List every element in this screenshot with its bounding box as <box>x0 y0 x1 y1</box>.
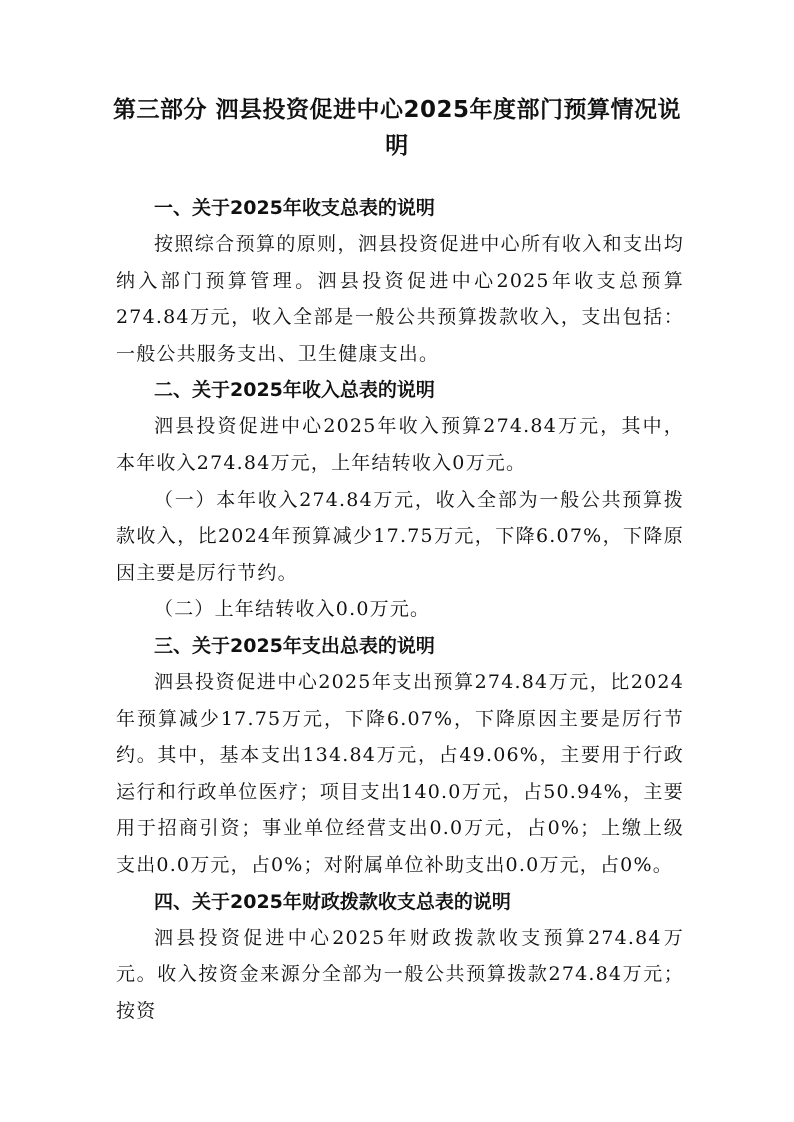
section-income-expenditure-summary <box>116 190 684 372</box>
section-income-summary <box>116 372 684 628</box>
section-paragraph: 按照综合预算的原则，泗县投资促进中心所有收入和支出均纳入部门预算管理。泗县投资促进中心2025年收支总预算274.84万元，收入全部是一般公共预算拨款收入，支出包括：一般公共服务支出、卫生健康支出。 <box>116 233 684 365</box>
section-heading: 二、关于2025年收入总表的说明 <box>154 379 435 402</box>
section-paragraph: 泗县投资促进中心2025年支出预算274.84万元，比2024年预算减少17.75万元，下降6.07%，下降原因主要是厉行节约。其中，基本支出134.84万元，占49.06%，主要用于行政运行和行政单位医疗；项目支出140.0万元，占50.94%，主要用于招商引资；事业单位经营支出0.0万元，占0%；上缴上级支出0.0万元，占0%；对附属单位补助支出0.0万元，占0%。 <box>116 670 684 876</box>
section-heading: 三、关于2025年支出总表的说明 <box>154 634 435 657</box>
document-body <box>116 190 684 1029</box>
section-expenditure-summary <box>116 628 684 884</box>
section-heading: 四、关于2025年财政拨款收支总表的说明 <box>154 890 511 913</box>
section-heading: 一、关于2025年收支总表的说明 <box>154 197 435 219</box>
section-paragraph: （二）上年结转收入0.0万元。 <box>154 598 431 621</box>
section-paragraph: 泗县投资促进中心2025年财政拨款收支预算274.84万元。收入按资金来源分全部为一般公共预算拨款274.84万元；按资 <box>116 926 684 1022</box>
section-paragraph: （一）本年收入274.84万元，收入全部为一般公共预算拨款收入，比2024年预算减少17.75万元，下降6.07%，下降原因主要是厉行节约。 <box>116 488 684 584</box>
section-fiscal-appropriation-summary <box>116 884 684 1030</box>
page-title: 第三部分 泗县投资促进中心2025年度部门预算情况说明 <box>112 97 682 159</box>
section-paragraph: 泗县投资促进中心2025年收入预算274.84万元，其中，本年收入274.84万元，上年结转收入0万元。 <box>116 415 684 474</box>
